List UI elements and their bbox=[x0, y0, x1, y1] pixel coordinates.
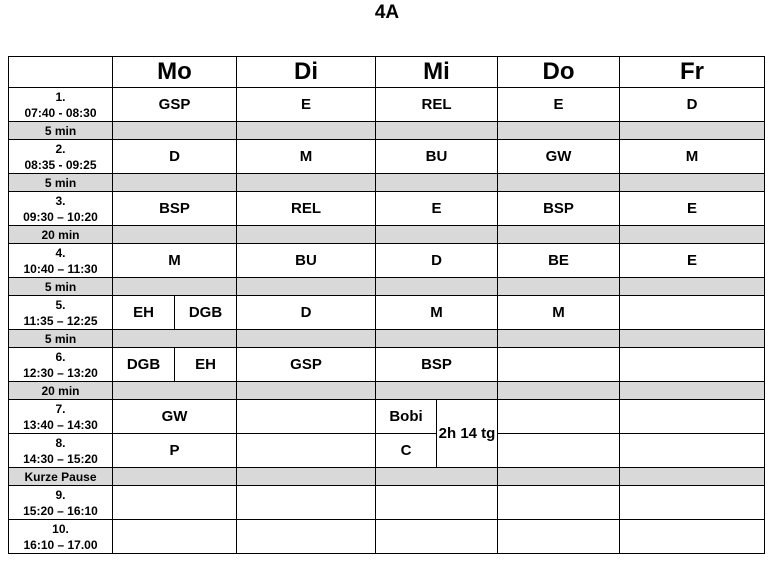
lesson-cell: E bbox=[498, 88, 620, 122]
lesson-cell: M bbox=[113, 244, 237, 278]
period-number: 1. bbox=[55, 89, 66, 104]
lesson-cell bbox=[376, 486, 498, 520]
day-header-di: Di bbox=[237, 57, 376, 88]
period-time-cell bbox=[9, 140, 113, 174]
period-time-cell bbox=[9, 434, 113, 468]
lesson-cell: EH bbox=[113, 296, 175, 330]
lesson-cell: DGB bbox=[175, 296, 237, 330]
lesson-cell: M bbox=[376, 296, 498, 330]
lesson-cell bbox=[237, 486, 376, 520]
period-row-2 bbox=[9, 140, 765, 174]
day-header-mi: Mi bbox=[376, 57, 498, 88]
timetable bbox=[8, 56, 765, 554]
period-time-cell bbox=[9, 192, 113, 226]
lesson-cell bbox=[376, 520, 498, 554]
lesson-cell bbox=[113, 520, 237, 554]
period-number: 9. bbox=[55, 487, 66, 502]
day-header-fr: Fr bbox=[620, 57, 765, 88]
period-row-6 bbox=[9, 348, 765, 382]
lesson-cell: GW bbox=[113, 400, 237, 434]
lesson-cell bbox=[498, 486, 620, 520]
lesson-cell bbox=[113, 486, 237, 520]
period-time-cell bbox=[9, 88, 113, 122]
lesson-cell: M bbox=[498, 296, 620, 330]
break-row-5 bbox=[9, 330, 765, 348]
break-row-7 bbox=[9, 468, 765, 486]
period-time-cell bbox=[9, 296, 113, 330]
lesson-cell: D bbox=[113, 140, 237, 174]
break-label: 5 min bbox=[9, 174, 113, 192]
break-row-3 bbox=[9, 226, 765, 244]
period-number: 3. bbox=[55, 193, 66, 208]
lesson-cell bbox=[620, 486, 765, 520]
lesson-cell: M bbox=[620, 140, 765, 174]
lesson-cell: BSP bbox=[498, 192, 620, 226]
header-row bbox=[9, 57, 765, 88]
break-label: 5 min bbox=[9, 122, 113, 140]
period-number: 4. bbox=[55, 245, 66, 260]
break-row-2 bbox=[9, 174, 765, 192]
break-row-6 bbox=[9, 382, 765, 400]
lesson-cell: P bbox=[113, 434, 237, 468]
lesson-cell bbox=[620, 400, 765, 434]
period-number: 8. bbox=[55, 435, 66, 450]
period-time: 10:40 – 11:30 bbox=[23, 261, 98, 276]
lesson-cell: M bbox=[237, 140, 376, 174]
break-label: 20 min bbox=[9, 382, 113, 400]
period-time: 15:20 – 16:10 bbox=[23, 503, 98, 518]
lesson-cell: DGB bbox=[113, 348, 175, 382]
lesson-cell: D bbox=[376, 244, 498, 278]
period-number: 6. bbox=[55, 349, 66, 364]
lesson-cell: REL bbox=[376, 88, 498, 122]
period-time: 09:30 – 10:20 bbox=[23, 209, 98, 224]
lesson-cell: BU bbox=[376, 140, 498, 174]
lesson-cell bbox=[620, 434, 765, 468]
class-title: 4A bbox=[374, 2, 400, 23]
period-time: 16:10 – 17.00 bbox=[23, 537, 98, 552]
period-row-9 bbox=[9, 486, 765, 520]
lesson-cell bbox=[498, 520, 620, 554]
lesson-cell: BSP bbox=[113, 192, 237, 226]
lesson-cell: BSP bbox=[376, 348, 498, 382]
break-row-1 bbox=[9, 122, 765, 140]
period-row-8 bbox=[9, 434, 765, 468]
break-label: Kurze Pause bbox=[9, 468, 113, 486]
lesson-cell bbox=[237, 434, 376, 468]
lesson-cell bbox=[498, 400, 620, 434]
lesson-cell bbox=[237, 400, 376, 434]
break-label: 20 min bbox=[9, 226, 113, 244]
lesson-cell bbox=[620, 520, 765, 554]
lesson-cell: REL bbox=[237, 192, 376, 226]
lesson-cell bbox=[498, 434, 620, 468]
period-time-cell bbox=[9, 400, 113, 434]
lesson-cell: GSP bbox=[237, 348, 376, 382]
period-row-5 bbox=[9, 296, 765, 330]
period-time-cell bbox=[9, 486, 113, 520]
period-time-cell bbox=[9, 244, 113, 278]
break-row-4 bbox=[9, 278, 765, 296]
lesson-cell: E bbox=[376, 192, 498, 226]
lesson-cell: E bbox=[237, 88, 376, 122]
lesson-cell: E bbox=[620, 192, 765, 226]
period-time: 08:35 - 09:25 bbox=[24, 157, 97, 172]
period-time: 13:40 – 14:30 bbox=[23, 417, 98, 432]
lesson-cell: D bbox=[237, 296, 376, 330]
period-row-3 bbox=[9, 192, 765, 226]
break-label: 5 min bbox=[9, 278, 113, 296]
period-time: 07:40 - 08:30 bbox=[24, 105, 97, 120]
period-time: 11:35 – 12:25 bbox=[23, 313, 98, 328]
period-number: 2. bbox=[55, 141, 66, 156]
lesson-cell: GW bbox=[498, 140, 620, 174]
lesson-cell: EH bbox=[175, 348, 237, 382]
lesson-cell bbox=[498, 348, 620, 382]
lesson-cell: D bbox=[620, 88, 765, 122]
day-header-mo: Mo bbox=[113, 57, 237, 88]
lesson-cell-double: 2h 14 tg bbox=[437, 400, 498, 468]
lesson-cell bbox=[620, 348, 765, 382]
period-time: 12:30 – 13:20 bbox=[23, 365, 98, 380]
break-label: 5 min bbox=[9, 330, 113, 348]
lesson-cell: E bbox=[620, 244, 765, 278]
period-time: 14:30 – 15:20 bbox=[23, 451, 98, 466]
period-row-7 bbox=[9, 400, 765, 434]
lesson-cell: BU bbox=[237, 244, 376, 278]
period-number: 10. bbox=[52, 521, 69, 536]
period-row-10 bbox=[9, 520, 765, 554]
corner-cell bbox=[9, 57, 113, 88]
lesson-cell bbox=[237, 520, 376, 554]
lesson-cell bbox=[620, 296, 765, 330]
period-number: 7. bbox=[55, 401, 66, 416]
period-row-4 bbox=[9, 244, 765, 278]
period-time-cell bbox=[9, 348, 113, 382]
lesson-cell: BE bbox=[498, 244, 620, 278]
day-header-do: Do bbox=[498, 57, 620, 88]
period-time-cell bbox=[9, 520, 113, 554]
period-row-1 bbox=[9, 88, 765, 122]
lesson-cell: GSP bbox=[113, 88, 237, 122]
lesson-cell: C bbox=[376, 434, 437, 468]
lesson-cell: Bobi bbox=[376, 400, 437, 434]
period-number: 5. bbox=[55, 297, 66, 312]
